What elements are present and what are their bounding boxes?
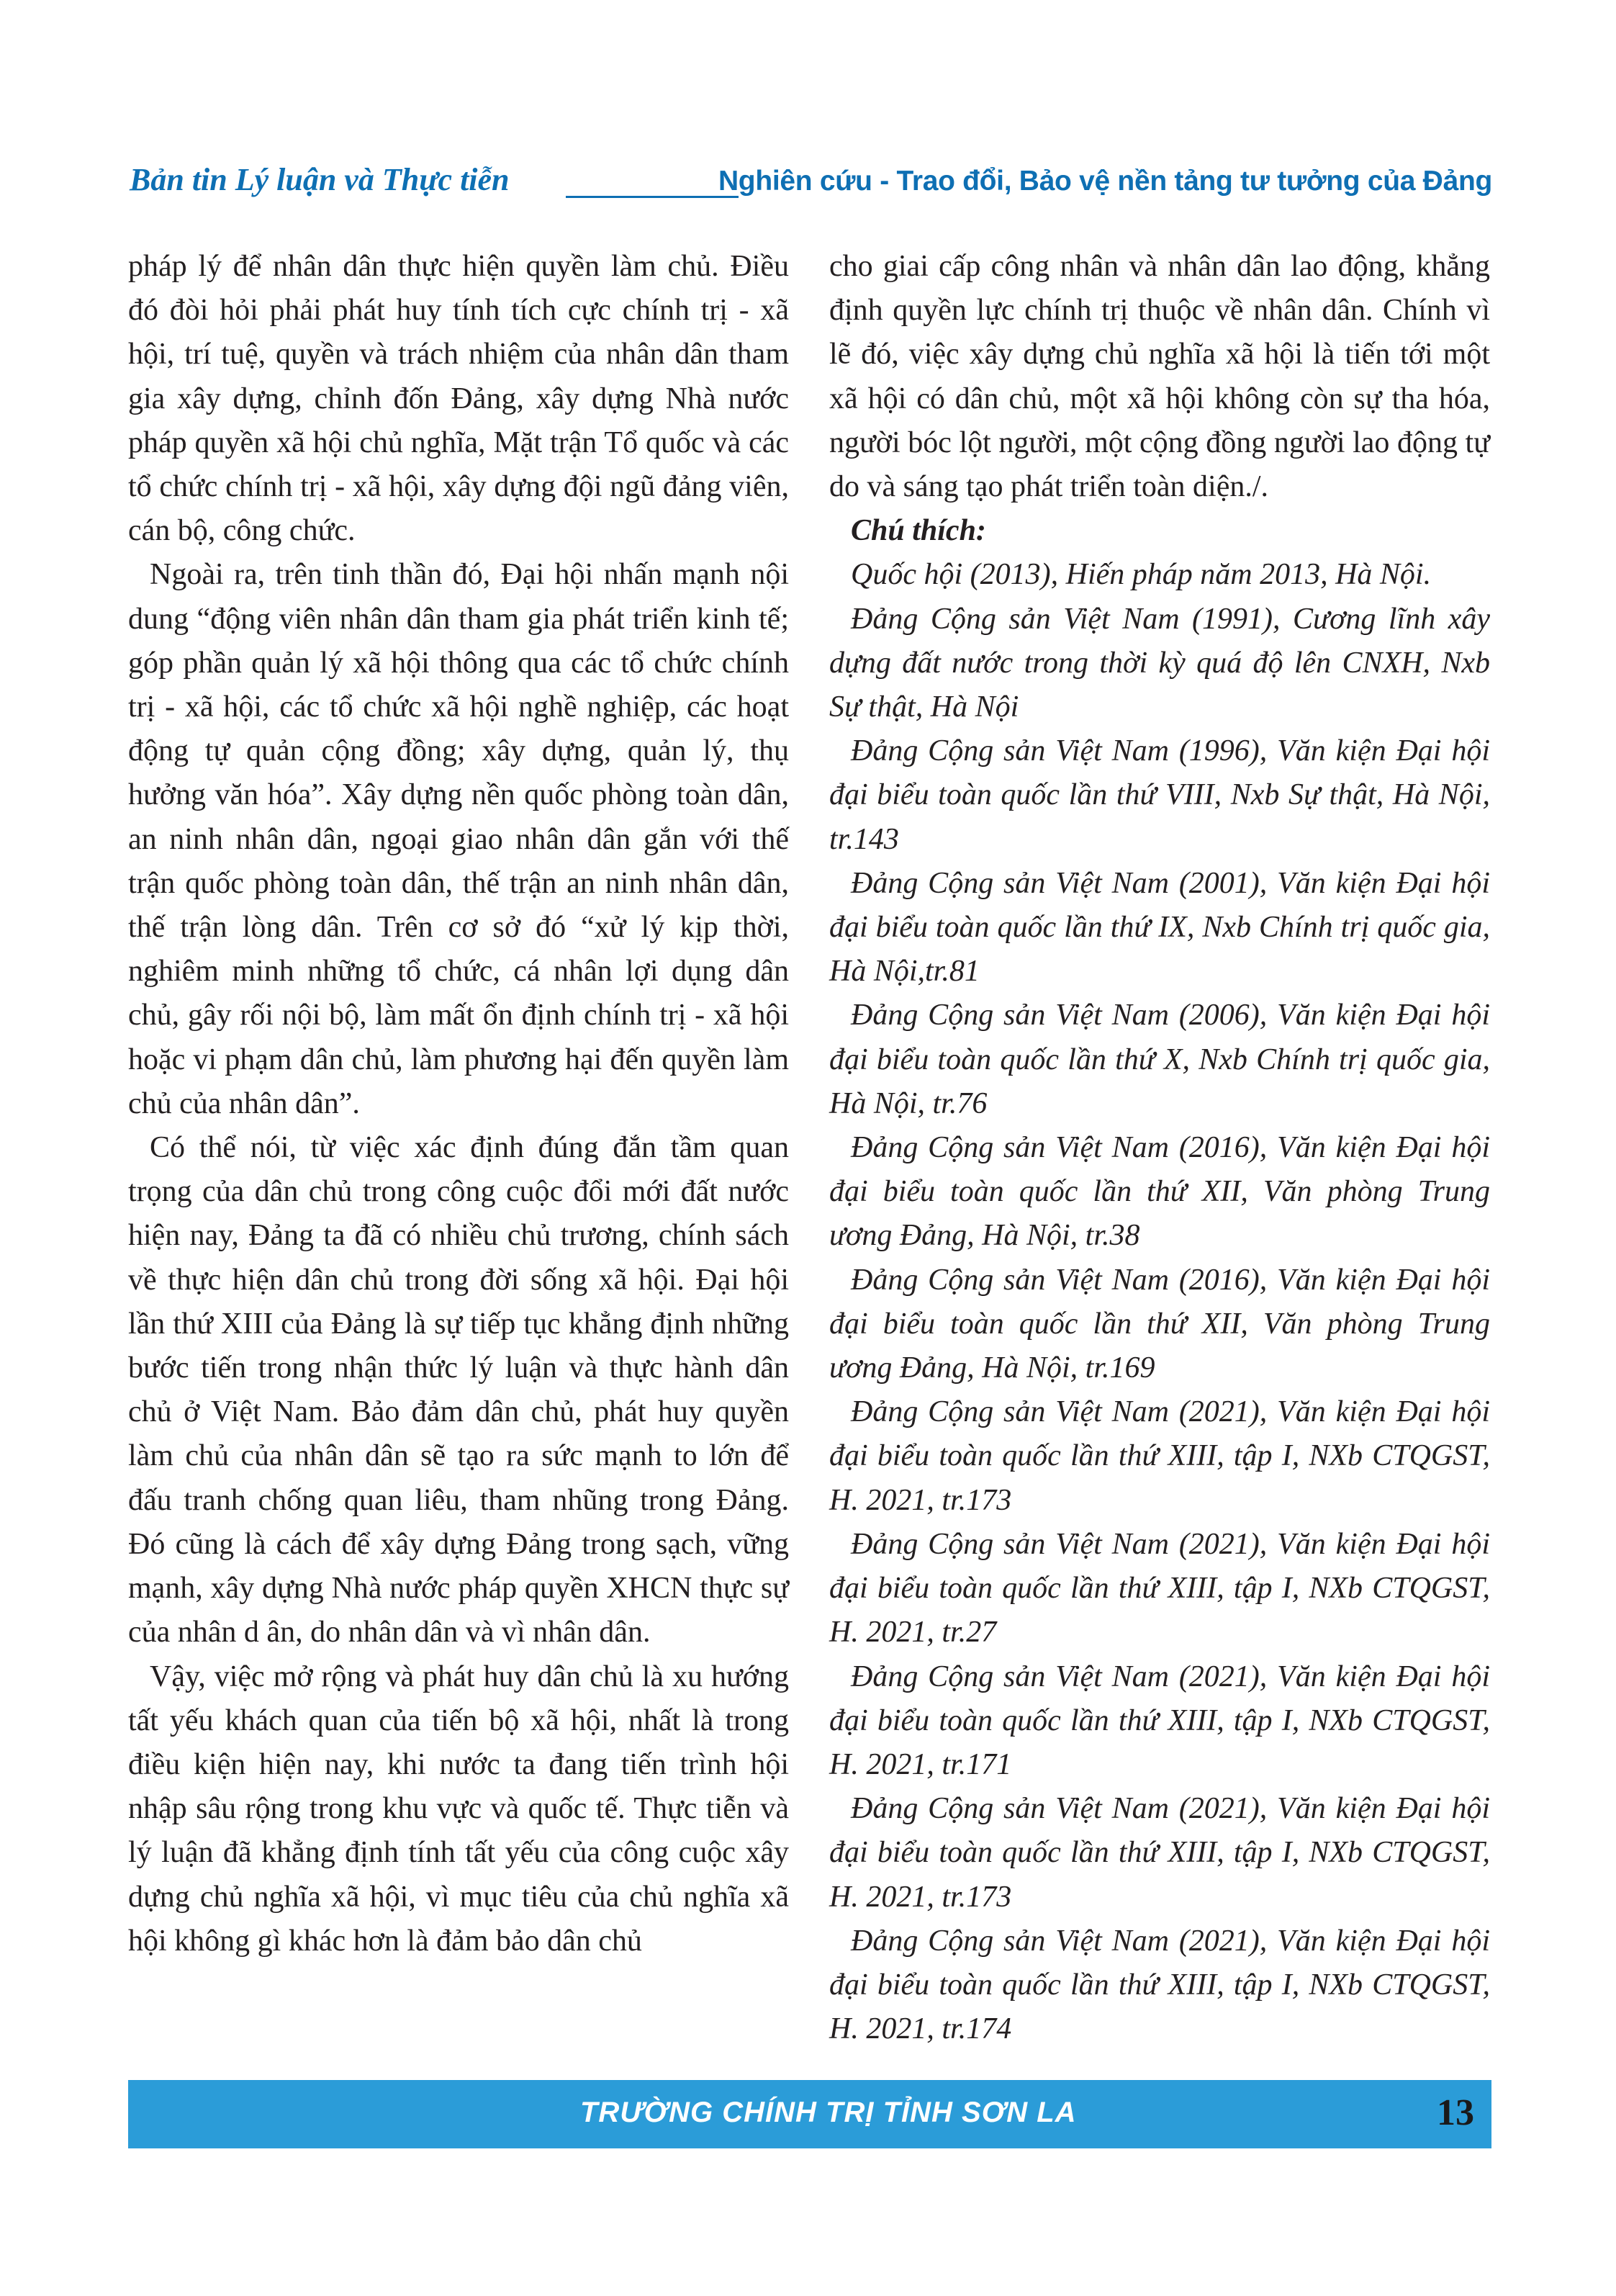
right-column <box>829 245 1490 2051</box>
footer-institution: TRƯỜNG CHÍNH TRỊ TỈNH SƠN LA <box>580 2097 1077 2128</box>
reference-item: Đảng Cộng sản Việt Nam (2016), Văn kiện Đại hội đại biểu toàn quốc lần thứ XII, Văn phòng Trung ương Đảng, Hà Nội, tr.38 <box>829 1131 1490 1253</box>
section-title: Nghiên cứu - Trao đổi, Bảo vệ nền tảng tư tưởng của Đảng <box>718 166 1492 197</box>
paragraph: Ngoài ra, trên tinh thần đó, Đại hội nhấn mạnh nội dung “động viên nhân dân tham gia phát triển kinh tế; góp phần quản lý xã hội thông qua các tổ chức chính trị - xã hội, các tổ chức xã hội nghề nghiệp, các hoạt động tự quản cộng đồng; xây dựng, quản lý, thụ hưởng văn hóa”. Xây dựng nền quốc phòng toàn dân, an ninh nhân dân, ngoại giao nhân dân gắn với thế trận quốc phòng toàn dân, thế trận an ninh nhân dân, thế trận lòng dân. Trên cơ sở đó “xử lý kịp thời, nghiêm minh những tổ chức, cá nhân lợi dụng dân chủ, gây rối nội bộ, làm mất ổn định chính trị - xã hội hoặc vi phạm dân chủ, làm phương hại đến quyền làm chủ của nhân dân”. <box>128 558 789 1120</box>
reference-item: Đảng Cộng sản Việt Nam (2021), Văn kiện Đại hội đại biểu toàn quốc lần thứ XIII, tập I, NXb CTQGST, H. 2021, tr.27 <box>829 1527 1490 1649</box>
reference-item: Đảng Cộng sản Việt Nam (1996), Văn kiện Đại hội đại biểu toàn quốc lần thứ VIII, Nxb Sự thật, Hà Nội, tr.143 <box>829 734 1490 856</box>
reference-item: Đảng Cộng sản Việt Nam (2021), Văn kiện Đại hội đại biểu toàn quốc lần thứ XIII, tập I, NXb CTQGST, H. 2021, tr.171 <box>829 1660 1490 1781</box>
reference-item: Đảng Cộng sản Việt Nam (2021), Văn kiện Đại hội đại biểu toàn quốc lần thứ XIII, tập I, NXb CTQGST, H. 2021, tr.173 <box>829 1395 1490 1517</box>
reference-item: Đảng Cộng sản Việt Nam (2016), Văn kiện Đại hội đại biểu toàn quốc lần thứ XII, Văn phòng Trung ương Đảng, Hà Nội, tr.169 <box>829 1263 1490 1385</box>
reference-item: Đảng Cộng sản Việt Nam (2001), Văn kiện Đại hội đại biểu toàn quốc lần thứ IX, Nxb Chính trị quốc gia, Hà Nội,tr.81 <box>829 866 1490 989</box>
paragraph: Vậy, việc mở rộng và phát huy dân chủ là xu hướng tất yếu khách quan của tiến bộ xã hội, nhất là trong điều kiện hiện nay, khi nước ta đang tiến trình hội nhập sâu rộng trong khu vực và quốc tế. Thực tiễn và lý luận đã khẳng định tính tất yếu của công cuộc xây dựng chủ nghĩa xã hội, vì mục tiêu của chủ nghĩa xã hội không gì khác hơn là đảm bảo dân chủ <box>128 1660 789 1958</box>
left-column <box>128 245 789 1963</box>
bulletin-title: Bản tin Lý luận và Thực tiễn <box>130 162 510 197</box>
paragraph: pháp lý để nhân dân thực hiện quyền làm chủ. Điều đó đòi hỏi phải phát huy tính tích cực chính trị - xã hội, trí tuệ, quyền và trách nhiệm của nhân dân tham gia xây dựng, chỉnh đốn Đảng, xây dựng Nhà nước pháp quyền xã hội chủ nghĩa, Mặt trận Tổ quốc và các tổ chức chính trị - xã hội, xây dựng đội ngũ đảng viên, cán bộ, công chức. <box>128 250 789 548</box>
page-number: 13 <box>1437 2092 1474 2133</box>
reference-item: Đảng Cộng sản Việt Nam (2006), Văn kiện Đại hội đại biểu toàn quốc lần thứ X, Nxb Chính trị quốc gia, Hà Nội, tr.76 <box>829 999 1490 1120</box>
paragraph: cho giai cấp công nhân và nhân dân lao động, khẳng định quyền lực chính trị thuộc về nhân dân. Chính vì lẽ đó, việc xây dựng chủ nghĩa xã hội là tiến tới một xã hội có dân chủ, một xã hội không còn sự tha hóa, người bóc lột người, một cộng đồng người lao động tự do và sáng tạo phát triển toàn diện./. <box>829 250 1490 504</box>
reference-item: Quốc hội (2013), Hiến pháp năm 2013, Hà Nội. <box>851 558 1432 592</box>
header-divider <box>566 196 739 198</box>
reference-item: Đảng Cộng sản Việt Nam (1991), Cương lĩnh xây dựng đất nước trong thời kỳ quá độ lên CNXH, Nxb Sự thật, Hà Nội <box>829 602 1490 724</box>
notes-heading: Chú thích: <box>851 514 986 548</box>
reference-item: Đảng Cộng sản Việt Nam (2021), Văn kiện Đại hội đại biểu toàn quốc lần thứ XIII, tập I, NXb CTQGST, H. 2021, tr.173 <box>829 1792 1490 1914</box>
reference-item: Đảng Cộng sản Việt Nam (2021), Văn kiện Đại hội đại biểu toàn quốc lần thứ XIII, tập I, NXb CTQGST, H. 2021, tr.174 <box>829 1924 1490 2046</box>
paragraph: Có thể nói, từ việc xác định đúng đắn tầm quan trọng của dân chủ trong công cuộc đổi mới đất nước hiện nay, Đảng ta đã có nhiều chủ trương, chính sách về thực hiện dân chủ trong đời sống xã hội. Đại hội lần thứ XIII của Đảng là sự tiếp tục khẳng định những bước tiến trong nhận thức lý luận và thực hành dân chủ ở Việt Nam. Bảo đảm dân chủ, phát huy quyền làm chủ của nhân dân sẽ tạo ra sức mạnh to lớn để đấu tranh chống quan liêu, tham nhũng trong Đảng. Đó cũng là cách để xây dựng Đảng trong sạch, vững mạnh, xây dựng Nhà nước pháp quyền XHCN thực sự của nhân d ân, do nhân dân và vì nhân dân. <box>128 1131 789 1649</box>
